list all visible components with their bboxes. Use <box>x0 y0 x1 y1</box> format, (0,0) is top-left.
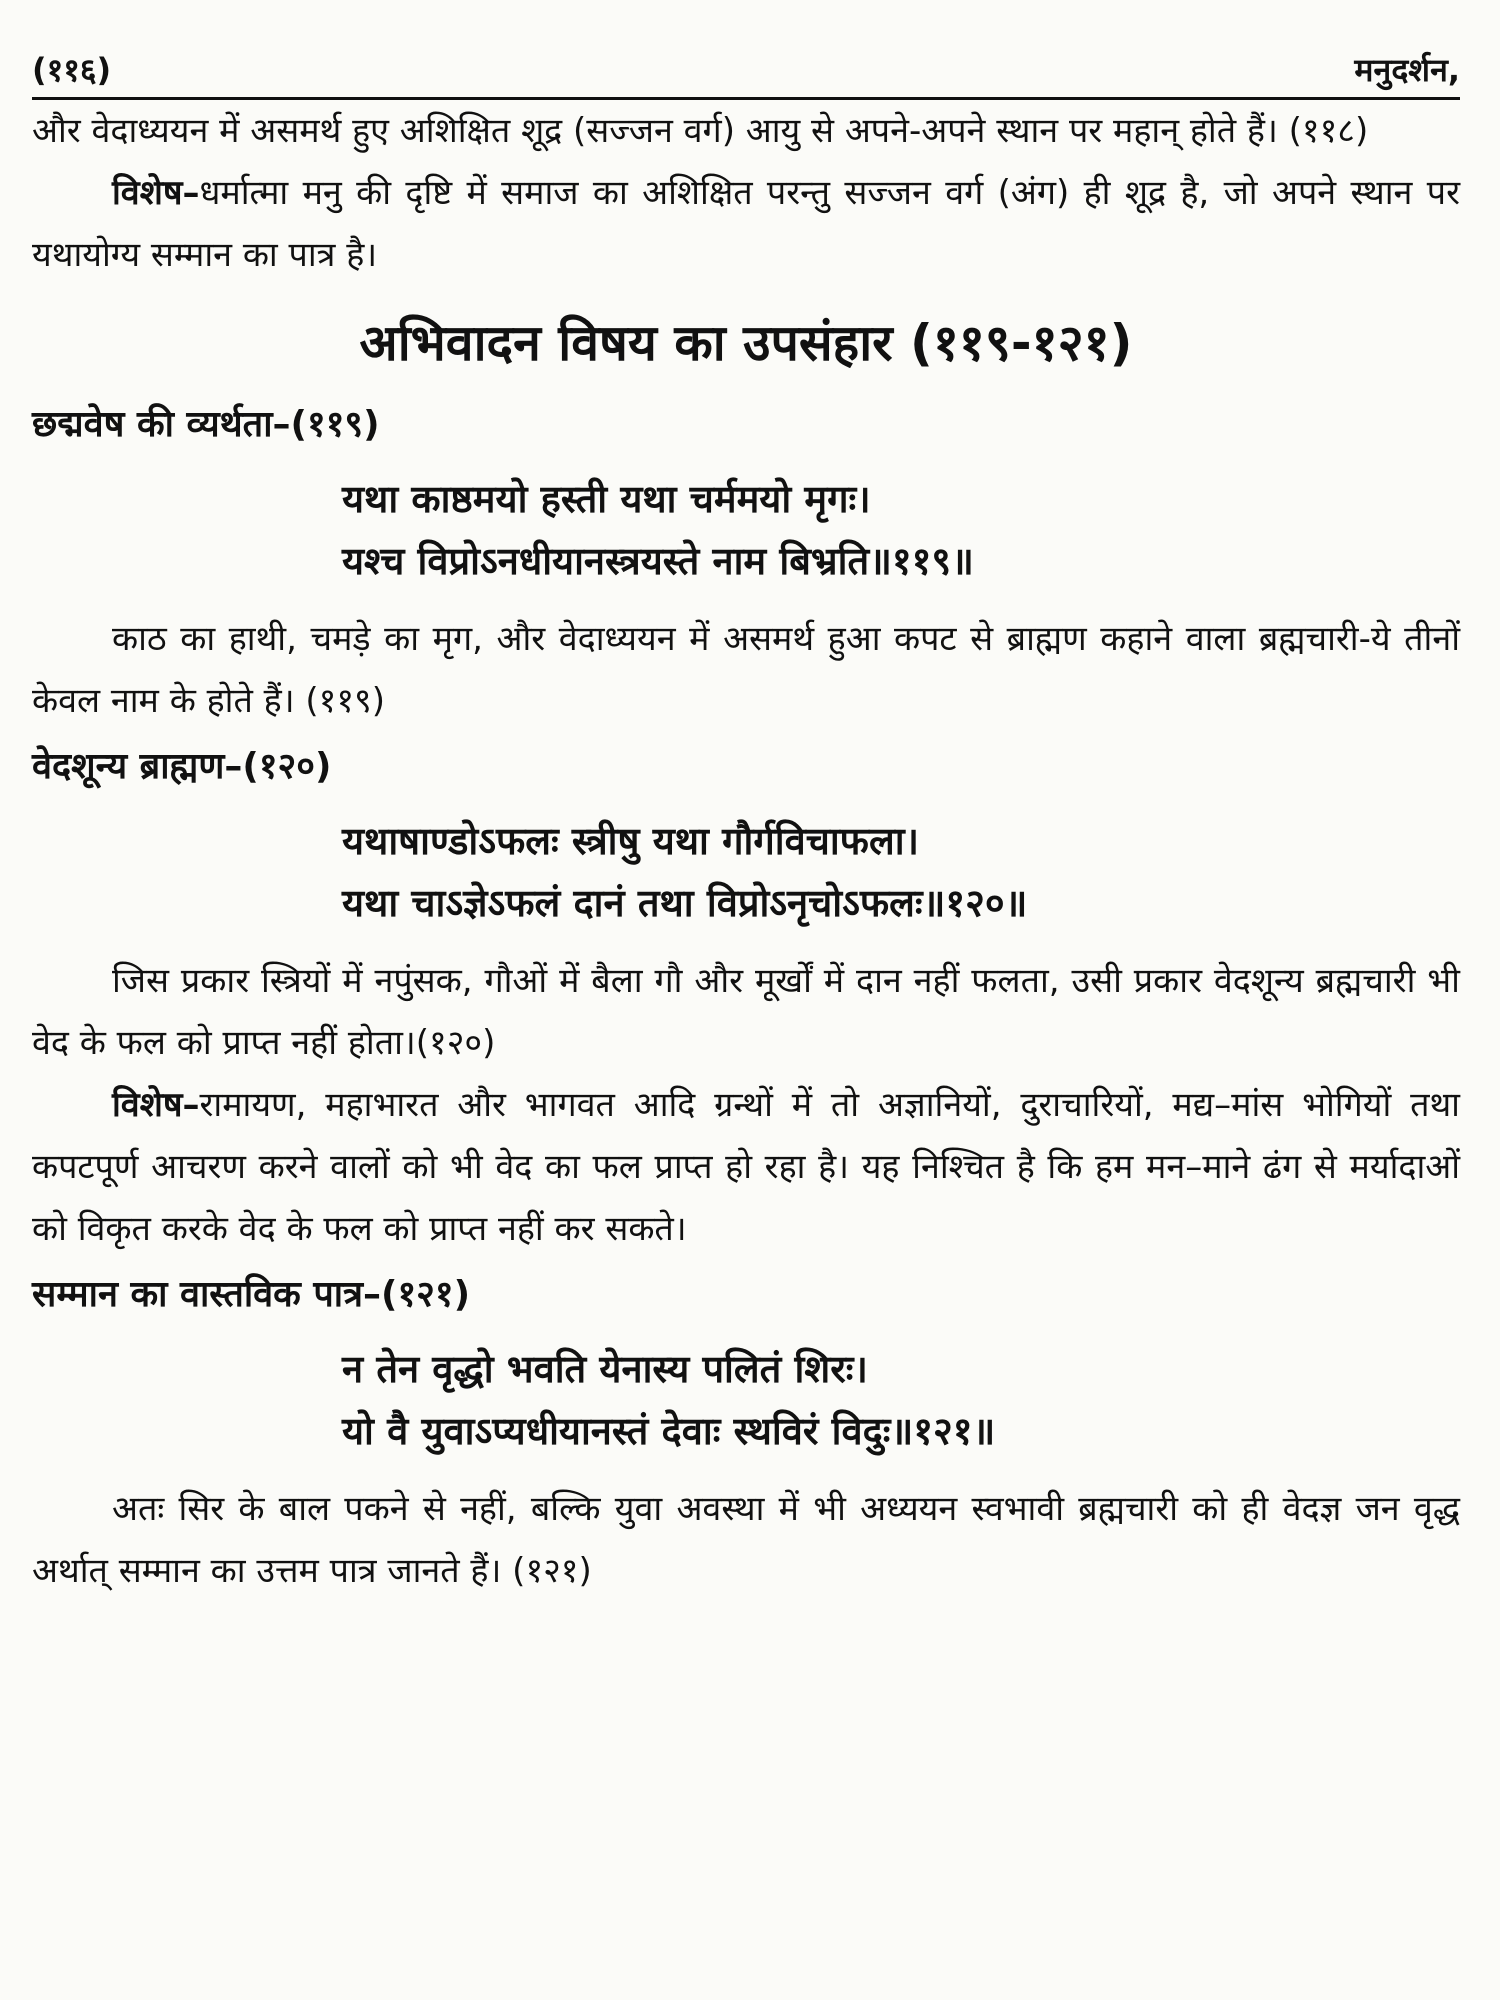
note-text: रामायण, महाभारत और भागवत आदि ग्रन्थों में तो अज्ञानियों, दुराचारियों, मद्य–मांस भोगियों तथा कपटपूर्ण आचरण करने वालों को भी वेद का फल प्राप्त हो रहा है। यह निश्चित है कि हम मन–माने ढंग से मर्यादाओं को विकृत करके वेद के फल को प्राप्त नहीं कर सकते। <box>32 1085 1460 1249</box>
verse-119 <box>342 468 1460 592</box>
page-header <box>32 48 1460 100</box>
verse-line: यो वै युवाऽप्यधीयानस्तं देवाः स्थविरं विदुः॥१२१॥ <box>342 1409 996 1453</box>
subheading-119: छद्मवेष की व्यर्थता–(११९) <box>32 404 380 445</box>
paragraph-118-end: और वेदाध्ययन में असमर्थ हुए अशिक्षित शूद्र (सज्जन वर्ग) आयु से अपने-अपने स्थान पर महान् होते हैं। (११८) <box>32 111 1369 151</box>
subheading-120: वेदशून्य ब्राह्मण–(१२०) <box>32 746 332 787</box>
verse-line: न तेन वृद्धो भवति येनास्य पलितं शिरः। <box>342 1347 868 1391</box>
verse-line: यथा चाऽज्ञेऽफलं दानं तथा विप्रोऽनृचोऽफलः॥१२०॥ <box>342 881 1028 925</box>
note-paragraph-1 <box>32 162 1460 286</box>
note-text: धर्मात्मा मनु की दृष्टि में समाज का अशिक्षित परन्तु सज्जन वर्ग (अंग) ही शूद्र है, जो अपने स्थान पर यथायोग्य सम्मान का पात्र है। <box>32 173 1460 275</box>
note-paragraph-2 <box>32 1074 1460 1260</box>
paragraph-120: जिस प्रकार स्त्रियों में नपुंसक, गौओं में बैला गौ और मूर्खों में दान नहीं फलता, उसी प्रकार वेदशून्य ब्रह्मचारी भी वेद के फल को प्राप्त नहीं होता।(१२०) <box>32 961 1460 1063</box>
verse-line: यथा काष्ठमयो हस्ती यथा चर्ममयो मृगः। <box>342 477 871 521</box>
subheading-121: सम्मान का वास्तविक पात्र–(१२१) <box>32 1274 471 1315</box>
verse-121 <box>342 1338 1460 1462</box>
verse-line: यश्च विप्रोऽनधीयानस्त्रयस्ते नाम बिभ्रति॥११९॥ <box>342 539 974 583</box>
book-title: मनुदर्शन, <box>1354 51 1460 89</box>
paragraph-119: काठ का हाथी, चमड़े का मृग, और वेदाध्ययन में असमर्थ हुआ कपट से ब्राह्मण कहाने वाला ब्रह्मचारी-ये तीनों केवल नाम के होते हैं। (११९) <box>32 619 1460 721</box>
page-number: (११६) <box>32 51 112 89</box>
section-title: अभिवादन विषय का उपसंहार (११९-१२१) <box>359 314 1133 372</box>
note-label: विशेष– <box>112 1085 200 1125</box>
verse-120 <box>342 810 1460 934</box>
verse-line: यथाषाण्डोऽफलः स्त्रीषु यथा गौर्गविचाफला। <box>342 819 919 863</box>
note-label: विशेष– <box>112 173 200 213</box>
paragraph-121: अतः सिर के बाल पकने से नहीं, बल्कि युवा अवस्था में भी अध्ययन स्वभावी ब्रह्मचारी को ही वेदज्ञ जन वृद्ध अर्थात् सम्मान का उत्तम पात्र जानते हैं। (१२१) <box>32 1489 1460 1591</box>
